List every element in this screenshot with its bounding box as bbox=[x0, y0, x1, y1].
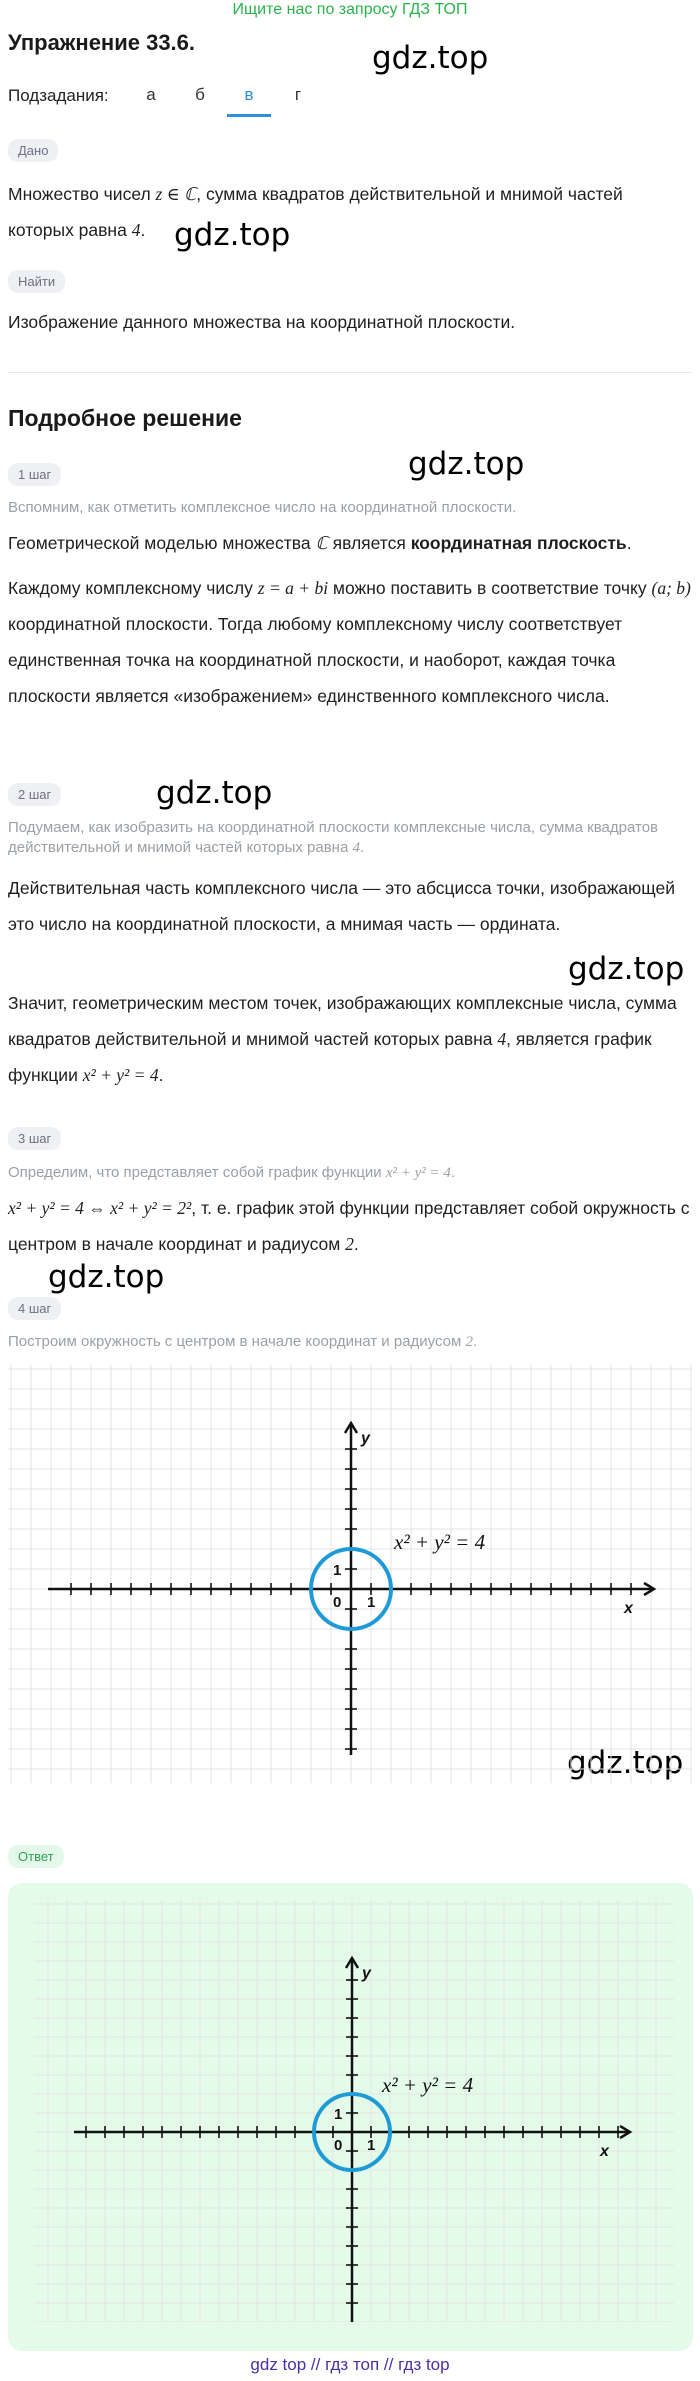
step2-badge-wrap bbox=[8, 786, 61, 804]
given-badge-wrap bbox=[8, 142, 58, 160]
watermark: gdz.top bbox=[156, 775, 273, 811]
step3-p: x² + y² = 4 ⇔ x² + y² = 2², т. е. график этой функции представляет собой окружность с центром в начале координат и радиусом 2. bbox=[8, 1198, 690, 1254]
step4-hint: Построим окружность с центром в начале координат и радиусом 2. bbox=[8, 1333, 478, 1350]
unit-x-label: 1 bbox=[367, 1594, 376, 1611]
graph-svg bbox=[8, 1365, 692, 1783]
tab-g[interactable]: г bbox=[294, 85, 302, 104]
watermark: gdz.top bbox=[372, 40, 489, 76]
given-badge: Дано bbox=[8, 139, 58, 162]
graph-step4 bbox=[8, 1365, 692, 1783]
find-badge-wrap bbox=[8, 273, 65, 291]
step2-p2: Значит, геометрическим местом точек, изображающих комплексные числа, сумма квадратов действительной и мнимой частей которых равна 4, является график функции x² + y² = 4. bbox=[8, 993, 677, 1085]
watermark: gdz.top bbox=[48, 1259, 165, 1295]
step3-badge-wrap bbox=[8, 1130, 61, 1148]
unit-x-label: 1 bbox=[367, 2137, 376, 2154]
step1-badge: 1 шаг bbox=[8, 463, 61, 486]
tab-b[interactable]: б bbox=[195, 85, 205, 104]
step3-badge: 3 шаг bbox=[8, 1127, 61, 1150]
origin-label: 0 bbox=[333, 1594, 342, 1611]
page-title: Упражнение 33.6. bbox=[8, 30, 196, 55]
step2-p1: Действительная часть комплексного числа — это абсцисса точки, изображающей это число на координатной плоскости, а мнимая часть — ордината. bbox=[8, 878, 675, 934]
step3-hint: Определим, что представляет собой график функции x² + y² = 4. bbox=[8, 1164, 456, 1181]
unit-y-label: 1 bbox=[334, 2106, 343, 2123]
step1-p2: Каждому комплексному числу z = a + bi можно поставить в соответствие точку (a; b) координатной плоскости. Тогда любому комплексному числу соответствует единственная точка на координатной плоскости, и наоборот, каждая точка плоскости является «изображением» единственного комплексного числа. bbox=[8, 578, 691, 706]
watermark: gdz.top bbox=[408, 446, 525, 482]
step1-hint: Вспомним, как отметить комплексное число на координатной плоскости. bbox=[8, 499, 517, 516]
top-banner[interactable]: Ищите нас по запросу ГДЗ ТОП bbox=[232, 1, 468, 18]
equation-label: x² + y² = 4 bbox=[394, 1530, 486, 1554]
y-axis-label: y bbox=[361, 1430, 370, 1447]
answer-badge: Ответ bbox=[8, 1845, 64, 1868]
graph-answer bbox=[34, 1900, 674, 2322]
step2-badge: 2 шаг bbox=[8, 783, 61, 806]
x-axis-label: x bbox=[600, 2143, 609, 2160]
origin-label: 0 bbox=[334, 2137, 343, 2154]
divider bbox=[8, 372, 692, 373]
step2-hint: Подумаем, как изобразить на координатной плоскости комплексные числа, сумма квадратов действительной и мнимой частей которых равна 4. bbox=[8, 819, 659, 856]
footer-links[interactable]: gdz top // гдз топ // гдз top bbox=[250, 2355, 450, 2374]
step1-badge-wrap bbox=[8, 466, 61, 484]
find-text: Изображение данного множества на координатной плоскости. bbox=[8, 312, 516, 332]
step4-badge: 4 шаг bbox=[8, 1297, 61, 1320]
subtasks-label: Подзадания: bbox=[8, 86, 109, 105]
step1-p1: Геометрической моделью множества ℂ является координатная плоскость. bbox=[8, 533, 632, 553]
y-axis-label: y bbox=[362, 1965, 371, 1982]
tab-a[interactable]: а bbox=[146, 85, 156, 104]
graph-svg bbox=[34, 1900, 674, 2322]
tab-v[interactable]: в bbox=[227, 80, 271, 117]
watermark: gdz.top bbox=[174, 217, 291, 253]
x-axis-label: x bbox=[624, 1600, 633, 1617]
watermark: gdz.top bbox=[568, 951, 685, 987]
given-text: Множество чисел z ∈ ℂ, сумма квадратов действительной и мнимой частей которых равна 4. bbox=[8, 184, 623, 240]
unit-y-label: 1 bbox=[333, 1562, 342, 1579]
step4-badge-wrap bbox=[8, 1300, 61, 1318]
solution-title: Подробное решение bbox=[8, 405, 242, 431]
answer-badge-wrap bbox=[8, 1848, 64, 1866]
find-badge: Найти bbox=[8, 270, 65, 293]
watermark: gdz.top bbox=[567, 1745, 684, 1781]
equation-label: x² + y² = 4 bbox=[382, 2073, 474, 2097]
